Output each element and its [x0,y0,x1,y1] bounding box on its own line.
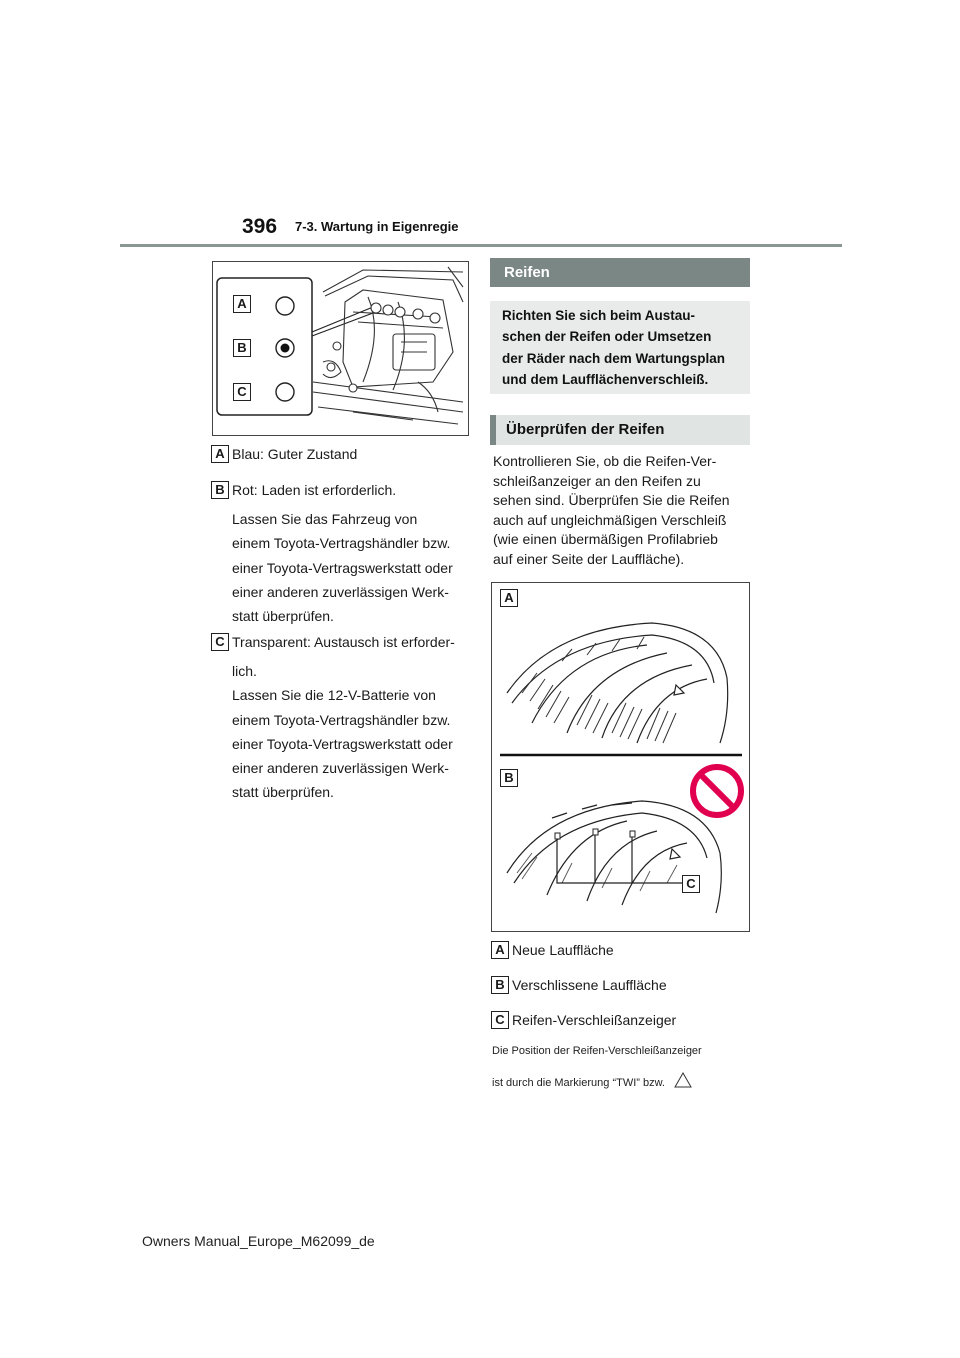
indicator-clear-icon [276,383,294,401]
tire-label-b: B [500,769,518,787]
reifen-heading: Reifen [490,258,750,287]
figure-label-b: B [233,339,251,357]
twi-note-line2: ist durch die Markierung “TWI” bzw. [492,1072,692,1089]
tire-label-a: A [500,589,518,607]
legend-b-detail: Lassen Sie das Fahrzeug von einem Toyota-Vertragshändler bzw. einer Toyota-Vertragswerkstatt oder einer anderen zuverlässigen Werk- statt überprüfen. [232,511,453,625]
legend-c-detail: lich. Lassen Sie die 12-V-Batterie von einem Toyota-Vertragshändler bzw. einer Toyota-Vertragswerkstatt oder einer anderen zuverlässigen Werk- statt überprüfen. [232,663,453,801]
section-title: 7-3. Wartung in Eigenregie [295,219,459,234]
battery-figure [212,261,469,436]
wear-mark-icon [674,1072,692,1088]
prohibited-icon [693,767,741,815]
page-number: 396 [242,215,278,238]
tire-label-c: C [682,875,700,893]
figure-label-c: C [233,383,251,401]
battery-illustration [213,262,468,435]
header-rule [120,244,842,247]
indicator-blue-icon [276,297,294,315]
check-paragraph: Kontrollieren Sie, ob die Reifen-Ver- schleißanzeiger an den Reifen zu sehen sind. Überprüfen Sie die Reifen auch auf ungleichmäßigen Verschleiß (wie einen übermäßigen Profilabrieb auf einer Seite der Lauffläche). [493,453,730,567]
figure-label-a: A [233,295,251,313]
tire-figure [491,582,750,932]
twi-note-line1: Die Position der Reifen-Verschleißanzeiger [492,1045,702,1057]
tire-illustration [492,583,749,931]
footer-text: Owners Manual_Europe_M62099_de [142,1233,375,1249]
check-tires-heading: Überprüfen der Reifen [490,415,750,445]
reifen-info-box: Richten Sie sich beim Austau- schen der Reifen oder Umsetzen der Räder nach dem Wartungsplan und dem Laufflächenverschleiß. [490,301,750,394]
